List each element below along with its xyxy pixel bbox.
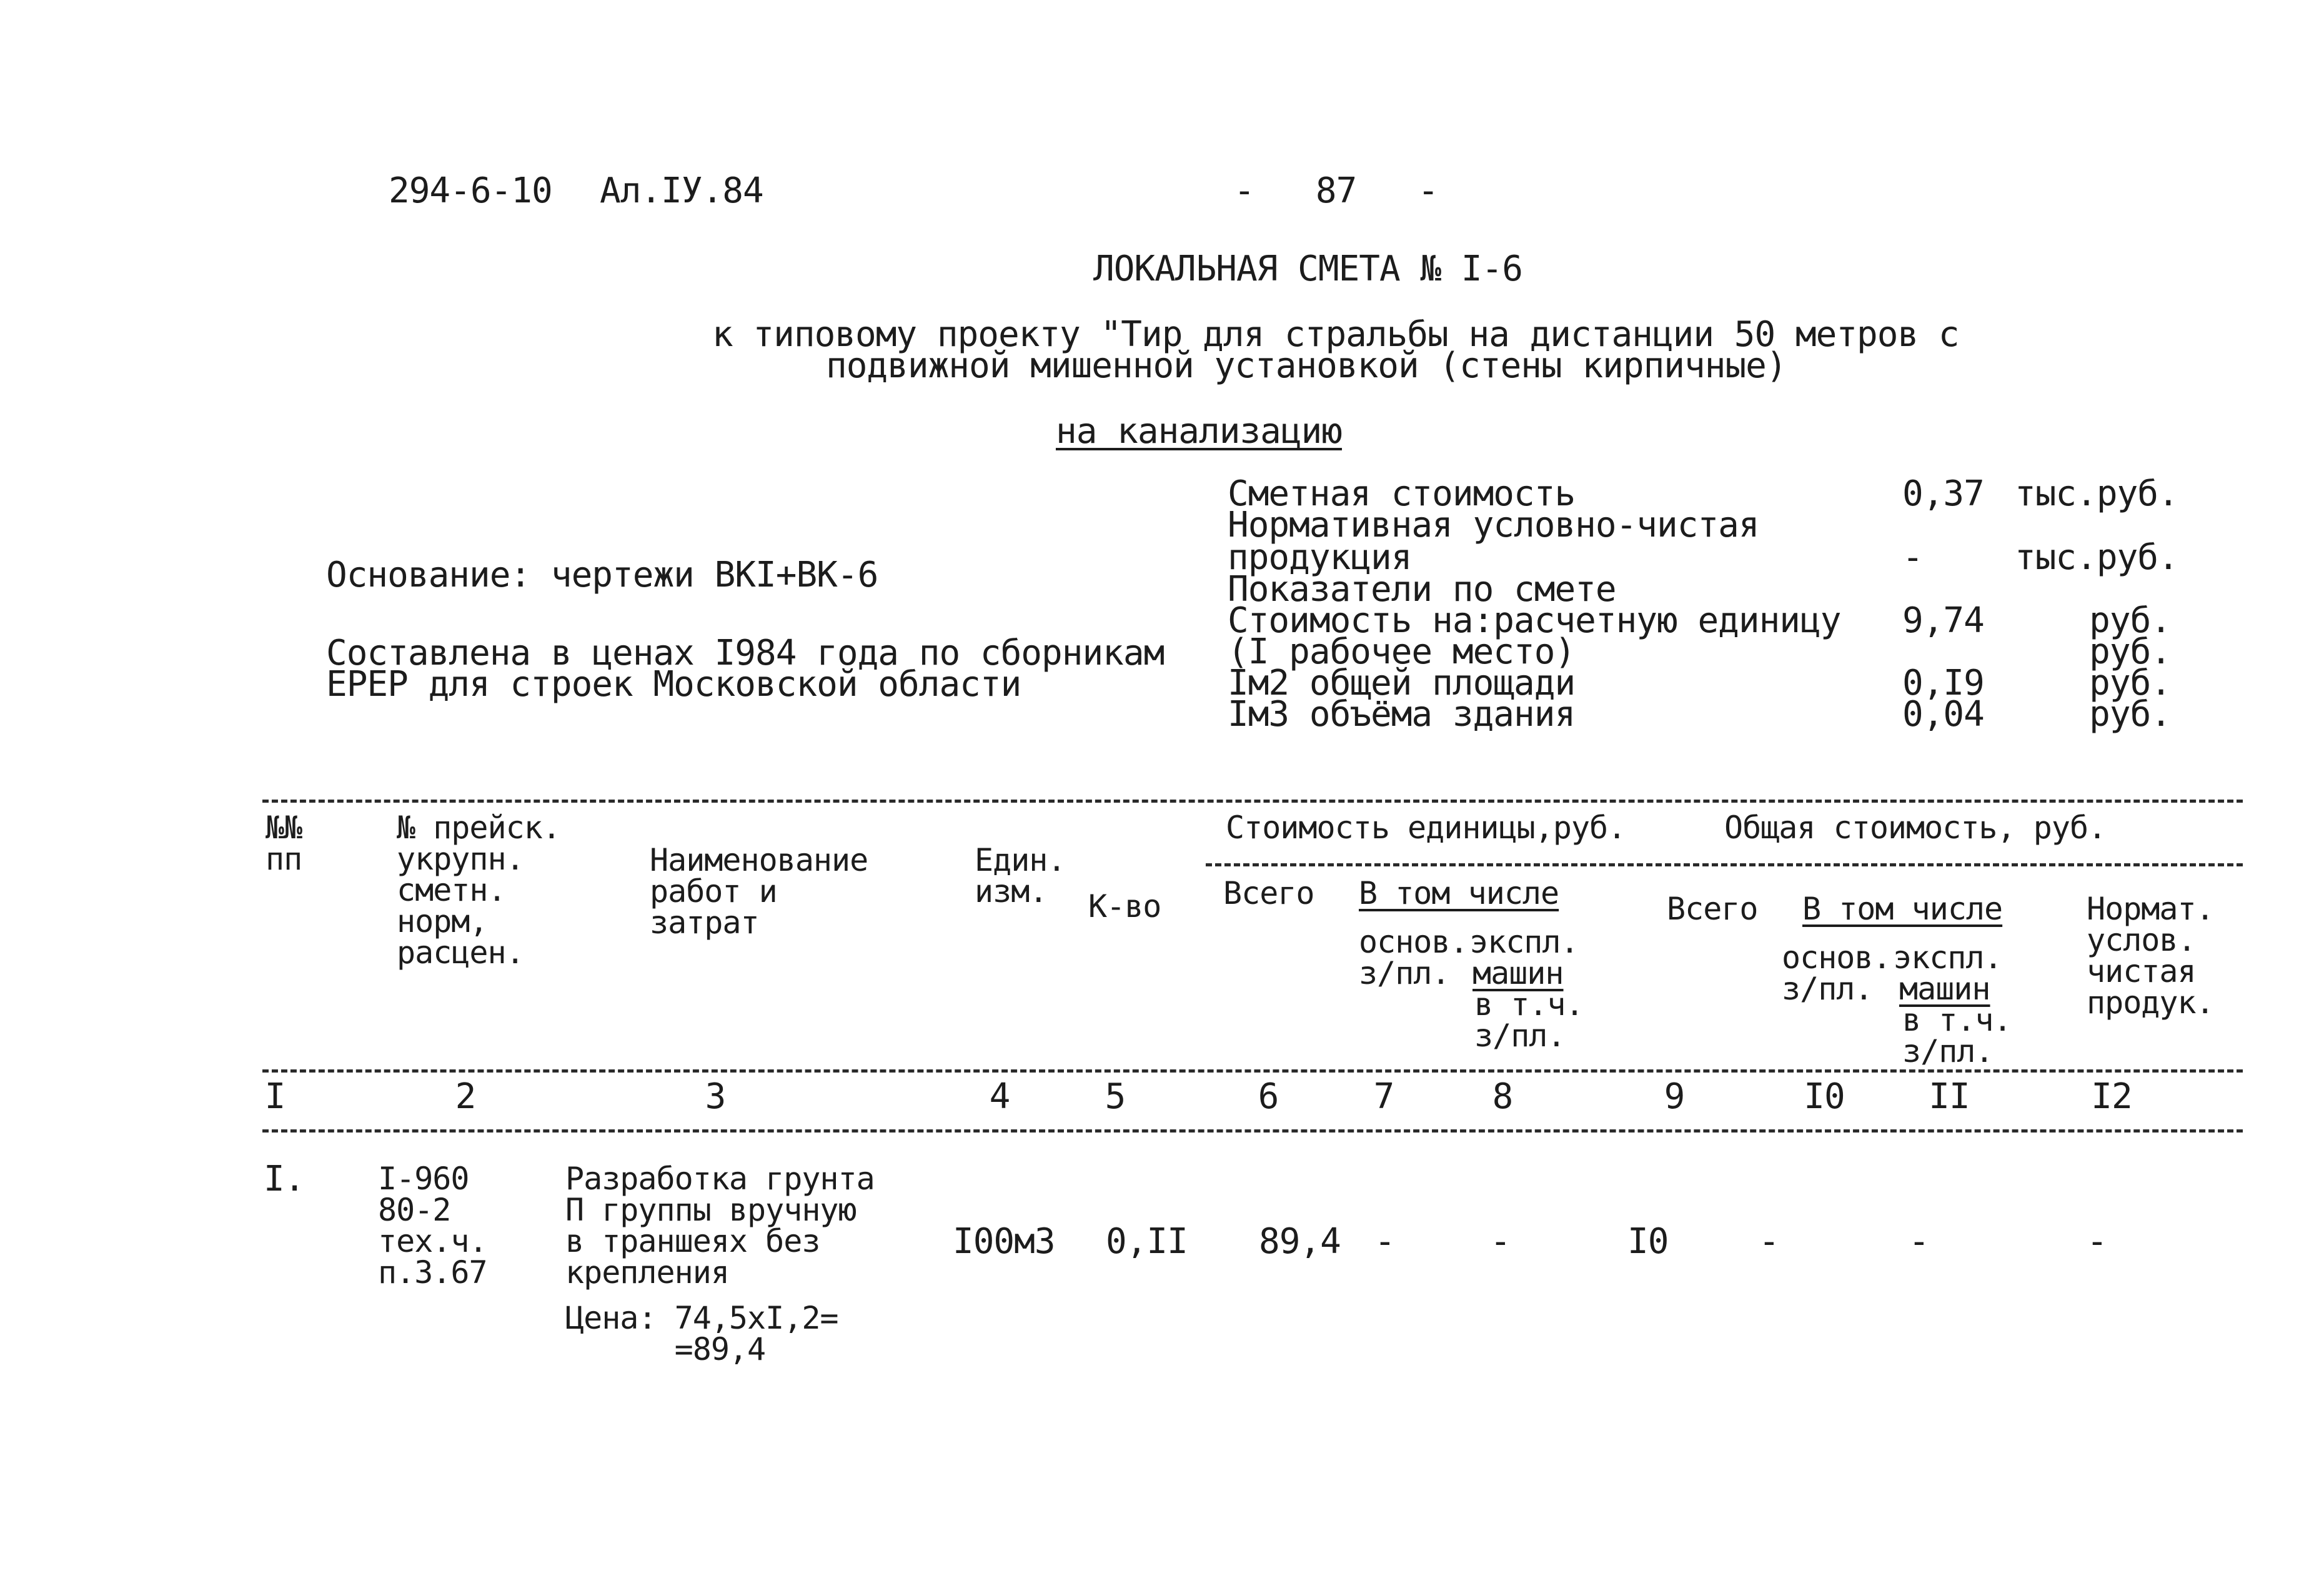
project-title-line2: подвижной мишенной установкой (стены кирпичные) bbox=[826, 345, 1787, 386]
summary-value: 9,74 bbox=[1902, 600, 1984, 641]
summary-label: Нормативная условно-чистая bbox=[1228, 505, 1759, 545]
header-price-code: № прейск. укрупн. сметн. норм, расцен. bbox=[397, 810, 560, 971]
header-bottom-rule bbox=[262, 1069, 2243, 1073]
column-number: II bbox=[1929, 1076, 1970, 1117]
summary-label: Сметная стоимость bbox=[1228, 473, 1576, 514]
price-basis-line2: ЕРЕР для строек Московской области bbox=[326, 664, 1021, 705]
column-numbers-rule bbox=[262, 1129, 2243, 1133]
row-unit: I00м3 bbox=[953, 1221, 1055, 1262]
summary-label: Iм3 объёма здания bbox=[1228, 694, 1576, 735]
column-number: 2 bbox=[455, 1076, 476, 1117]
header-total-base-wages: основ. з/пл. bbox=[1782, 939, 1891, 1007]
summary-label: продукция bbox=[1228, 537, 1412, 578]
header-unit: Един. изм. bbox=[975, 842, 1066, 909]
header-total-incl: в т.ч. bbox=[1902, 1002, 2012, 1038]
header-normative-product: Нормат. услов. чистая продук. bbox=[2087, 891, 2214, 1021]
header-total-operation: экспл. bbox=[1893, 939, 2002, 976]
summary-label: Стоимость на:расчетную единицу bbox=[1228, 600, 1841, 641]
row-work-name: Разработка грунта П группы вручную в траншеях без крепления bbox=[565, 1161, 875, 1291]
row-total: I0 bbox=[1627, 1221, 1669, 1262]
estimate-subject: на канализацию bbox=[1056, 411, 1343, 452]
row-unit-operation: - bbox=[1490, 1221, 1511, 1262]
header-group-rule bbox=[1206, 863, 2243, 866]
row-total-operation: - bbox=[1909, 1221, 1929, 1262]
column-number: I2 bbox=[2091, 1076, 2132, 1117]
header-unit-base-wages: основ. з/пл. bbox=[1359, 924, 1468, 991]
table-top-rule bbox=[262, 800, 2243, 803]
header-unit-operation: экспл. bbox=[1469, 924, 1579, 960]
summary-unit: тыс.руб. bbox=[2015, 473, 2178, 514]
row-number: I. bbox=[264, 1159, 305, 1199]
summary-label: Iм2 общей площади bbox=[1228, 663, 1576, 703]
summary-label: (I рабочее место) bbox=[1228, 632, 1576, 672]
column-number: 8 bbox=[1492, 1076, 1513, 1117]
row-normative-product: - bbox=[2087, 1221, 2107, 1262]
summary-unit: тыс.руб. bbox=[2015, 537, 2178, 578]
column-number: 6 bbox=[1258, 1076, 1279, 1117]
header-total-cost-group: Общая стоимость, руб. bbox=[1724, 810, 2107, 846]
header-total-machines: машин bbox=[1899, 971, 1990, 1007]
summary-unit: руб. bbox=[2089, 600, 2171, 641]
header-unit-including: В том числе bbox=[1359, 875, 1559, 911]
estimate-title: ЛОКАЛЬНАЯ СМЕТА № I-6 bbox=[1093, 249, 1523, 289]
header-total-total: Всего bbox=[1667, 891, 1758, 927]
album-number: Ал.IУ.84 bbox=[600, 171, 763, 211]
column-number: 5 bbox=[1105, 1076, 1126, 1117]
row-price-code: I-960 80-2 тех.ч. п.3.67 bbox=[378, 1161, 487, 1291]
row-quantity: 0,II bbox=[1106, 1221, 1188, 1262]
header-work-name: Наименование работ и затрат bbox=[650, 842, 868, 941]
document-code: 294-6-10 bbox=[389, 171, 552, 211]
column-number: 3 bbox=[705, 1076, 726, 1117]
column-number: I0 bbox=[1804, 1076, 1845, 1117]
header-unit-cost-group: Стоимость единицы,руб. bbox=[1226, 810, 1626, 846]
column-number: 9 bbox=[1664, 1076, 1685, 1117]
basis-drawings: Основание: чертежи ВКI+ВК-6 bbox=[326, 555, 878, 595]
header-total-including: В том числе bbox=[1802, 891, 2003, 927]
summary-value: 0,37 bbox=[1902, 473, 1984, 514]
summary-unit: руб. bbox=[2089, 694, 2171, 735]
summary-value: 0,I9 bbox=[1902, 663, 1984, 703]
page-number: - 87 - bbox=[1234, 171, 1439, 211]
header-unit-machines: машин bbox=[1472, 955, 1564, 991]
row-unit-total: 89,4 bbox=[1259, 1221, 1341, 1262]
summary-unit: руб. bbox=[2089, 663, 2171, 703]
price-basis-line1: Составлена в ценах I984 года по сборникам bbox=[326, 633, 1164, 673]
header-unit-total: Всего bbox=[1223, 875, 1314, 911]
summary-value: 0,04 bbox=[1902, 694, 1984, 735]
header-row-number: №№ пп bbox=[266, 810, 302, 877]
summary-value: - bbox=[1902, 537, 1923, 578]
summary-label: Показатели по смете bbox=[1228, 569, 1616, 610]
column-number: 7 bbox=[1373, 1076, 1394, 1117]
row-total-base-wages: - bbox=[1759, 1221, 1779, 1262]
header-unit-wages: з/пл. bbox=[1474, 1018, 1566, 1054]
row-price-note: Цена: 74,5xI,2= =89,4 bbox=[565, 1300, 838, 1367]
summary-unit: руб. bbox=[2089, 632, 2171, 672]
column-number: I bbox=[264, 1076, 286, 1117]
header-quantity: К-во bbox=[1088, 888, 1161, 924]
column-number: 4 bbox=[989, 1076, 1010, 1117]
project-title-line1: к типовому проекту "Тир для стральбы на дистанции 50 метров с bbox=[712, 314, 1959, 355]
header-unit-incl: в т.ч. bbox=[1474, 986, 1584, 1023]
row-unit-base-wages: - bbox=[1374, 1221, 1395, 1262]
header-total-wages: з/пл. bbox=[1902, 1033, 1994, 1069]
